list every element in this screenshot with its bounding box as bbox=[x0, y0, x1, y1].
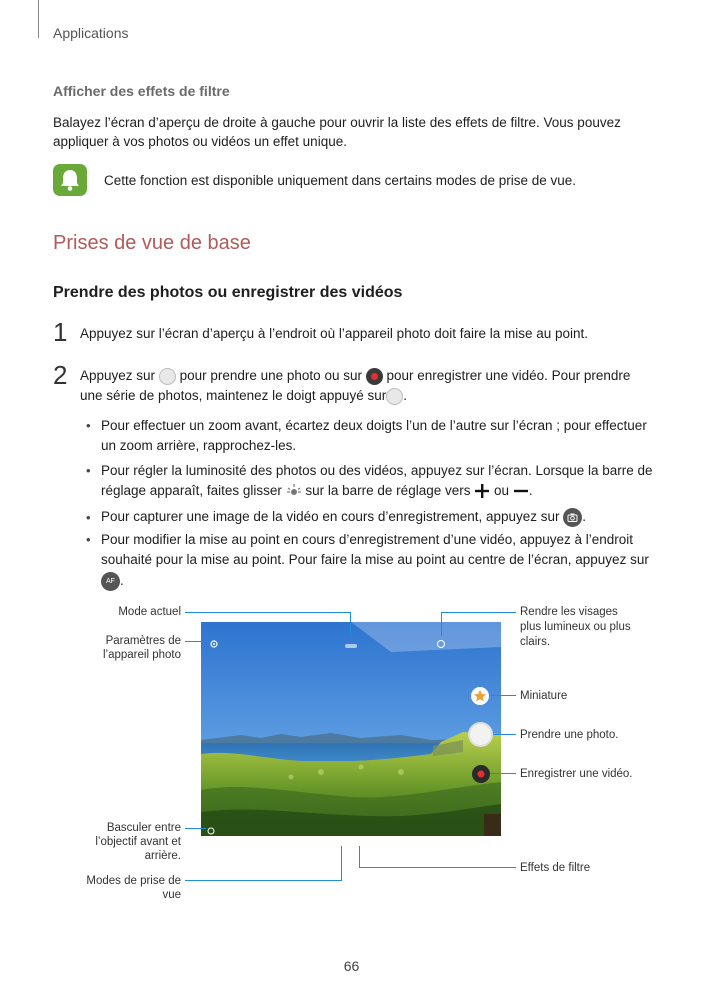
capture-photo-button[interactable] bbox=[468, 722, 493, 747]
label-thumbnail: Miniature bbox=[520, 690, 568, 702]
label-switch-2: l’objectif avant et bbox=[95, 836, 181, 848]
thumbnail-button[interactable] bbox=[471, 687, 489, 705]
callout-line-filter-rise bbox=[359, 846, 360, 868]
record-button-icon bbox=[366, 368, 383, 385]
page-number: 66 bbox=[343, 958, 360, 974]
step-2-line1 bbox=[80, 365, 630, 386]
section-header: Applications bbox=[53, 25, 129, 41]
callout-line-switch bbox=[185, 828, 206, 829]
label-switch-1: Basculer entre bbox=[106, 822, 181, 834]
step-number-1: 1 bbox=[53, 317, 68, 347]
af-icon: AF bbox=[101, 572, 120, 591]
step-2-part-a: Appuyez sur bbox=[80, 368, 156, 383]
label-modes-2: vue bbox=[162, 889, 181, 901]
label-current-mode: Mode actuel bbox=[118, 606, 181, 618]
bullet-3-line1 bbox=[101, 506, 586, 527]
callout-line-modes bbox=[185, 880, 342, 881]
callout-line-mode-drop bbox=[350, 612, 351, 636]
header-divider bbox=[38, 0, 39, 38]
note-text: Cette fonction est disponible uniquement dans certains modes de prise de vue. bbox=[104, 173, 577, 188]
filter-effects-line2: appliquer à vos photos ou vidéos un effet unique. bbox=[53, 134, 347, 149]
label-modes-1: Modes de prise de bbox=[86, 875, 181, 887]
capture-camera-icon bbox=[563, 508, 582, 527]
label-record-video: Enregistrer une vidéo. bbox=[520, 768, 633, 780]
callout-line-modes-rise bbox=[341, 846, 342, 881]
step-2-part-c: pour enregistrer une vidéo. Pour prendre bbox=[386, 368, 631, 383]
callout-line-beauty-drop bbox=[441, 612, 442, 636]
bullet-4-line1: Pour modifier la mise au point en cours d’enregistrement d’une vidéo, appuyez à l’endroit bbox=[101, 532, 634, 547]
label-switch-3: arrière. bbox=[144, 850, 181, 862]
label-settings-1: Paramètres de bbox=[105, 635, 181, 647]
callout-line-filter bbox=[359, 867, 516, 868]
label-settings-2: l’appareil photo bbox=[102, 649, 181, 661]
callout-line-settings bbox=[185, 641, 207, 642]
filter-effects-heading: Afficher des effets de filtre bbox=[53, 83, 230, 99]
shutter-button-icon bbox=[386, 388, 403, 405]
subsection-title: Prendre des photos ou enregistrer des vidéos bbox=[53, 284, 403, 301]
label-beauty-2: plus lumineux ou plus bbox=[520, 621, 631, 633]
callout-line-beauty bbox=[441, 612, 516, 613]
bullet-4-line2: souhaité pour la mise au point. Pour faire la mise au point au centre de l’écran, appuyez sur bbox=[101, 552, 649, 567]
bullet-3-part-b: . bbox=[582, 509, 587, 524]
bullet-2-dot: • bbox=[86, 463, 91, 478]
bullet-2-line1: Pour régler la luminosité des photos ou des vidéos, appuyez sur l’écran. Lorsque la barre de bbox=[101, 463, 653, 478]
record-video-button[interactable] bbox=[472, 765, 490, 783]
callout-line-video bbox=[490, 773, 516, 774]
callout-line-photo bbox=[493, 734, 516, 735]
step-1-text: Appuyez sur l’écran d’aperçu à l’endroit où l’appareil photo doit faire la mise au point. bbox=[80, 326, 589, 341]
camera-preview bbox=[201, 622, 501, 836]
step-number-2: 2 bbox=[53, 360, 68, 390]
bullet-2-part-e: . bbox=[528, 483, 533, 498]
bullet-2-part-d: ou bbox=[494, 483, 510, 498]
bullet-4-dot: • bbox=[86, 532, 91, 547]
label-beauty-3: clairs. bbox=[520, 636, 551, 648]
step-2-part-d: une série de photos, maintenez le doigt appuyé sur bbox=[80, 388, 387, 403]
label-filter-effects: Effets de filtre bbox=[520, 862, 591, 874]
current-mode-indicator bbox=[345, 637, 357, 645]
plus-icon bbox=[474, 483, 490, 499]
filter-effects-line1: Balayez l’écran d’aperçu de droite à gauche pour ouvrir la liste des effets de filtre. Vous pouvez bbox=[53, 115, 621, 130]
bullet-2-part-b: réglage apparaît, faites glisser bbox=[101, 483, 282, 498]
settings-gear-icon[interactable] bbox=[209, 636, 219, 646]
note-bell-icon bbox=[53, 164, 87, 196]
section-title: Prises de vue de base bbox=[53, 232, 251, 254]
brightness-icon bbox=[286, 483, 302, 499]
bullet-4-part-c: . bbox=[120, 573, 124, 588]
step-2-line2 bbox=[80, 385, 407, 406]
bullet-1-line2: un zoom arrière, rapprochez-les. bbox=[101, 438, 297, 453]
minus-icon bbox=[513, 483, 529, 499]
bullet-1-dot: • bbox=[86, 418, 91, 433]
switch-camera-icon[interactable] bbox=[206, 823, 216, 833]
step-2-part-b: pour prendre une photo ou sur bbox=[179, 368, 362, 383]
callout-line-thumbnail bbox=[489, 695, 516, 696]
bullet-4-line3 bbox=[101, 570, 124, 591]
bullet-3-dot: • bbox=[86, 510, 91, 525]
label-take-photo: Prendre une photo. bbox=[520, 729, 619, 741]
step-2-part-e: . bbox=[403, 388, 407, 403]
bullet-3-part-a: Pour capturer une image de la vidéo en cours d’enregistrement, appuyez sur bbox=[101, 509, 560, 524]
beauty-face-icon[interactable] bbox=[436, 636, 446, 646]
callout-line-mode bbox=[185, 612, 351, 613]
bullet-2-part-c: sur la barre de réglage vers bbox=[305, 483, 471, 498]
label-beauty-1: Rendre les visages bbox=[520, 606, 618, 618]
shutter-button-icon bbox=[159, 368, 176, 385]
bullet-2-line2 bbox=[101, 480, 533, 501]
bullet-1-line1: Pour effectuer un zoom avant, écartez deux doigts l’un de l’autre sur l’écran ; pour effectuer bbox=[101, 418, 647, 433]
